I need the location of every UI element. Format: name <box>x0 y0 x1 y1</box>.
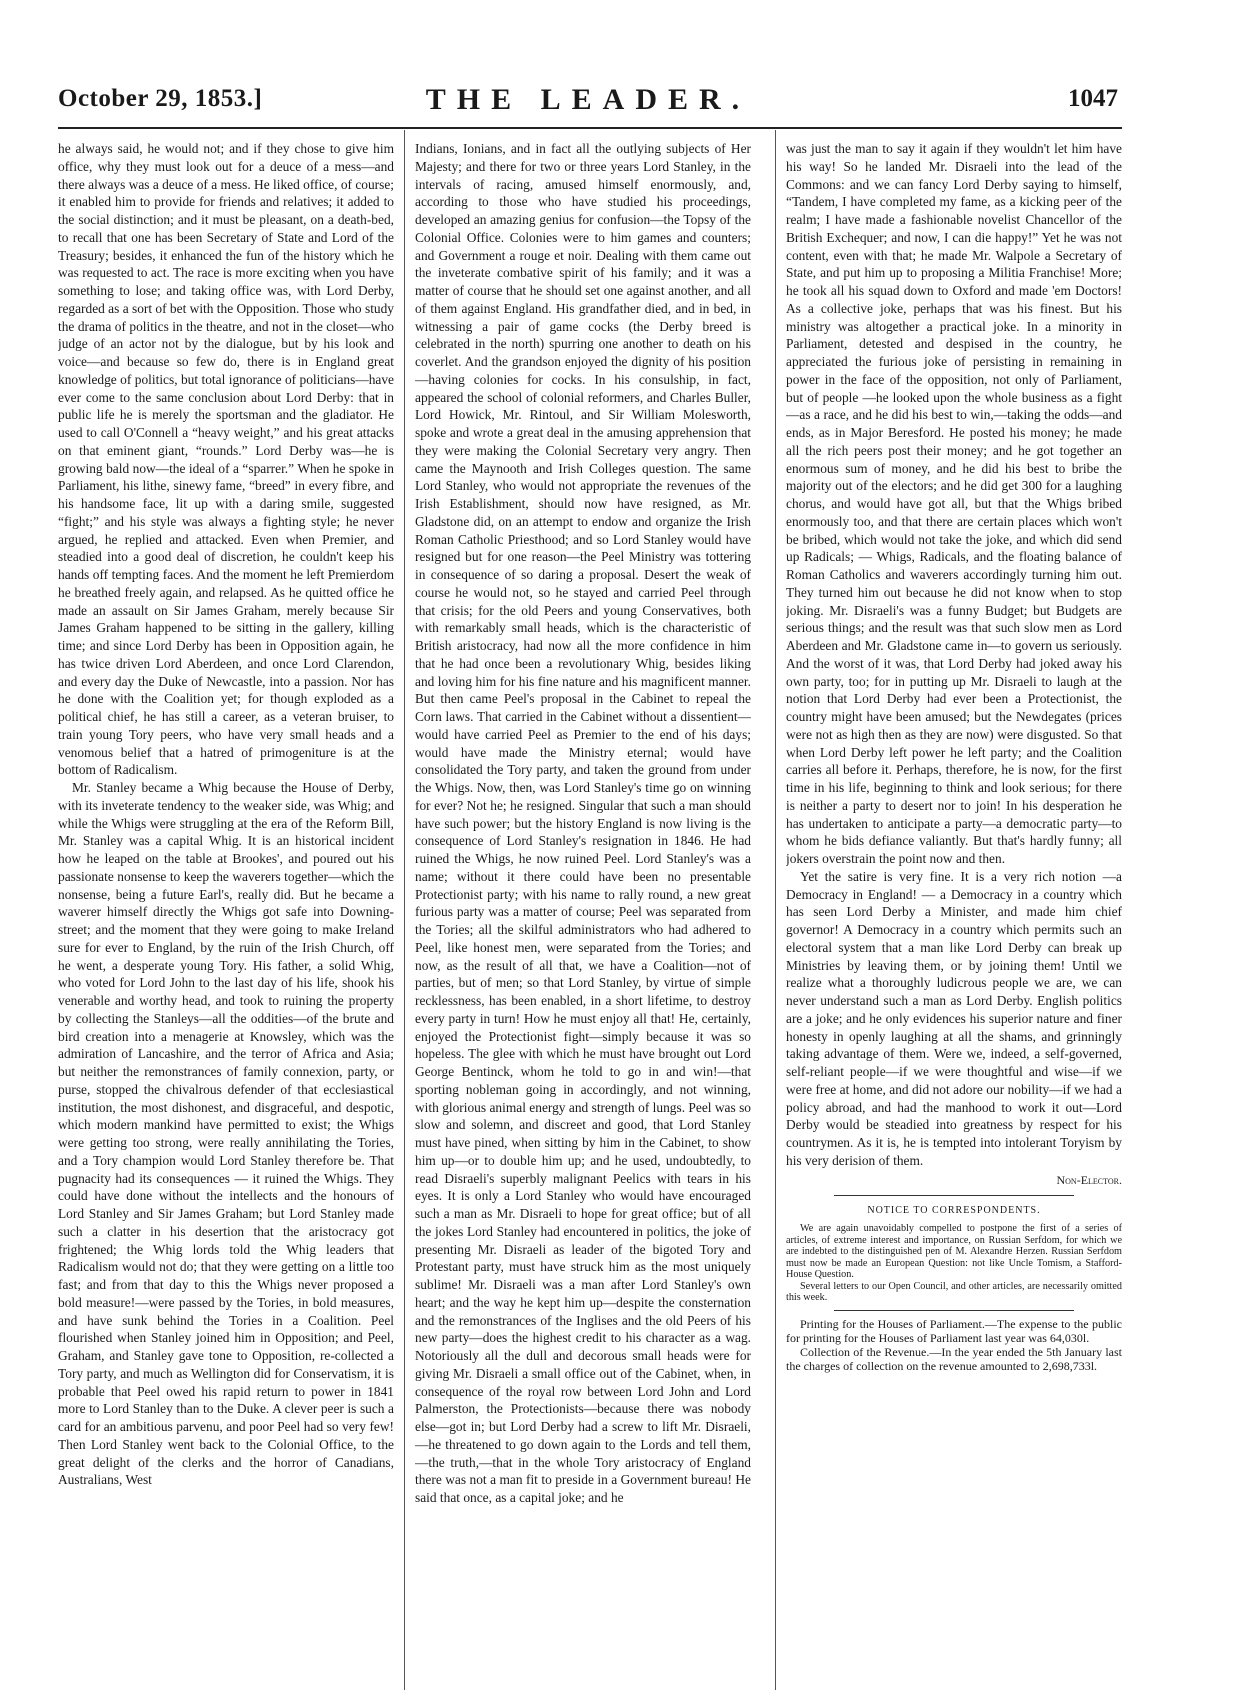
issue-date: October 29, 1853.] <box>58 85 263 112</box>
author-signature: Non-Elector. <box>1056 1172 1122 1187</box>
article-paragraph: he always said, he would not; and if they chose to give him office, why they must look out for a deuce of a mess—and there always was a deuce of a mess. He liked office, of course; it enabled him to provide for friends and relatives; it added to the social distinction; and it must be pleasant, on a death-bed, to recall that one has been Secretary of State and Lord of the Treasury; besides, it enhanced the fun of the history which he was requested to act. The race is more exciting when you have something to lose; and taking office was, with Lord Derby, regarded as a sort of bet with the Opposition. Those who study the drama of politics in the theatre, and not in the closet—who judge of an actor not by the dialogue, but by his look and voice—and because so few do, there is in England great knowledge of politics, but total ignorance of politicians—have ever come to the same conclusion about Lord Derby: that in public life he is merely the sportsman and the gladiator. He used to call O'Connell a “heavy weight,” and his great attacks on that eminent giant, “rounds.” Lord Derby was—he is growing bald now—the ideal of a “sparrer.” When he spoke in Parliament, his lithe, sinewy fame, “breed” in every fibre, and his handsome face, lit up with a daring smile, suggested “fight;” and his style was always a fighting style; he never argued, he replied and attacked. Even when Premier, and steadied into a good deal of discretion, he couldn't keep his hands off tempting faces. And the moment he left Premierdom he breathed freely again, and relapsed. As he quitted office he made an assault on Sir James Graham, merely because Sir James Graham happened to be sitting in the gallery, killing time; and since Lord Derby has been in Opposition again, he has twice driven Lord Aberdeen, and once Lord Clarendon, and every day the Duke of Newcastle, into a passion. Nor has he done with the Coalition yet; for though exploded as a political chief, he has still a career, as a veteran bruiser, to train young Tory peers, who have very small heads and a venomous belief that a hatred of primogeniture is at the bottom of Radicalism. <box>58 141 394 778</box>
section-divider <box>834 1310 1074 1311</box>
article-paragraph: Indians, Ionians, and in fact all the outlying subjects of Her Majesty; and there for two or three years Lord Stanley, in the intervals of racing, amused himself enormously, and, according to those who have studied his proceedings, developed an amazing genius for confusion—the Topsy of the Colonial Office. Colonies were to him games and counters; and Government a rouge et noir. Dealing with them came out the inveterate combative spirit of his family; and it was a matter of course that he should set one against another, and all of them against England. His grandfather died, and in bed, in witnessing a pair of game cocks (the Derby breed is celebrated in the north) spurring one another to death on his coverlet. And the grandson enjoyed the dignity of his position—having colonies for cocks. In his consulship, in fact, appeared the school of colonial reformers, and Charles Buller, Lord Howick, Mr. Rintoul, and Sir William Molesworth, spoke and wrote a great deal in the amusing apprehension that they were making the Colonial Secretary very angry. Then came the Maynooth and Irish Colleges question. The same Lord Stanley, who would not appropriate the revenues of the Irish Establishment, should now have resigned, as Mr. Gladstone did, on an attempt to endow and organize the Irish Roman Catholic Priesthood; and so Lord Stanley would have resigned but for one reason—the Peel Ministry was tottering in consequence of so daring a proposal. Desert the weak of course he would not, so he stayed and carried Peel through that crisis; for the old Peers and young Conservatives, both with remarkably small heads, which is the characteristic of British aristocracy, had now all the more confidence in him that he had once been a revolutionary Whig, besides liking and loving him for his fine nature and his magnificent manner. But then came Peel's proposal in the Cabinet to repeal the Corn laws. That carried in the Cabinet without a dissentient—would have carried Peel as Premier to the end of his days; would have made the Ministry eternal; would have consolidated the Tory party, and taken the ground from under the Whigs. Now, then, was Lord Stanley's time go on winning for ever? Not he; he resigned. Singular that such a man should have such power; but the history England is now living is the consequence of Lord Stanley's resignation in 1846. He had ruined the Whigs, he now ruined Peel. Lord Stanley's was a name; without it there could have been no presentable Protectionist party; with his name to rally round, a new great furious party was a matter of course; Peel was separated from the Tories; all the skilful administrators who had adhered to Peel, like honest men, were separated from the Tories; and now, as the result of all that, we have a Coalition—not of parties, but of men; so that Lord Stanley, by virtue of simple recklessness, has been enabled, in a short lifetime, to destroy every party in turn! How he must enjoy all that! He, certainly, enjoyed the Protectionist fight—simply because it was so hopeless. The glee with which he must have brought out Lord George Bentinck, whom he told to go in and win!—that sporting nobleman going in accordingly, and not winning, with glorious animal energy and strength of lungs. Peel was so slow and solemn, and discreet and good, that Lord Stanley must have pined, when sitting by him in the Cabinet, to show him up—or to double him up; and he used, undoubtedly, to read Disraeli's superbly malignant Peelics with tears in his eyes. It is only a Lord Stanley who would have encouraged such a man as Mr. Disraeli to hope for great office; but of all the jokes Lord Stanley had encountered in politics, the joke of presenting Mr. Disraeli as leader of the bigoted Tory and Protestant party, must have struck him as the most uniquely sublime! Mr. Disraeli was a man after Lord Stanley's own heart; and the way he kept him up—despite the consternation and the remonstrances of the Inglises and the old Peers of his new party—does the highest credit to his character as a wag. Notoriously all the dull and decorous small heads were for giving Mr. Disraeli a small office out of the Cabinet, when, in consequence of the royal row between Lord John and Lord Palmerston, the Protectionists—because there was nobody else—got in; but Lord Derby had a screw to lift Mr. Disraeli,—he threatened to go down again to the Lords and tell them,—the truth,—that in the whole Tory aristocracy of England there was not a man fit to preside in a Government bureau! He said that once, as a capital joke; and he <box>415 141 751 1505</box>
article-paragraph: Yet the satire is very fine. It is a very rich notion —a Democracy in England! — a Democracy in a country which has seen Lord Derby a Minister, and made him chief governor! A Democracy in a country which permits such an electoral system that a man like Lord Derby can break up Ministries by leaving them, or by joining them! Until we realize what a thoroughly ludicrous people we are, we can never understand such a man as Lord Derby. English politics are a joke; and he only evidences his superior nature and finer honesty in openly laughing at all the shams, and grinningly taking advantage of them. Were we, indeed, a self-governed, self-reliant people—if we were thoughtful and wise—if we were free at home, and did not adore our nobility—if we had a policy abroad, and had the manhood to work it out—Lord Derby would be steadied into greatness by respect for his countrymen. As it is, he is tempted into intolerant Toryism by his very derision of them. <box>786 868 1122 1168</box>
notice-heading: NOTICE TO CORRESPONDENTS. <box>867 1205 1041 1217</box>
page-number: 1047 <box>1068 85 1118 112</box>
article-paragraph: was just the man to say it again if they wouldn't let him have his way! So he landed Mr. Disraeli into the lead of the Commons: and we can fancy Lord Derby saying to himself, “Tandem, I have completed my fame, as a kicking peer of the realm; I have made a fashionable novelist Chancellor of the British Exchequer; and now, I can die happy!” Yet he was not content, even with that; he made Mr. Walpole a Secretary of State, and put him up to proposing a Militia Franchise! More; he took all his squad down to Oxford and made 'em Doctors! As a collective joke, perhaps that was his finest. But his ministry was altogether a practical joke. In a minority in Parliament, detested and despised in the country, he appreciated the furious joke of persisting in remaining in power in the face of the opposition, not only of Parliament, but of people —he looked upon the whole business as a fight—as a race, and he did his best to win,—taking the odds—and ends, as in Major Beresford. He posted his money; he made all the rich peers post their money; and he got together an enormous sum of money, and he did his best to bribe the majority out of the electors; and he did get 300 for a laughing chorus, and would have got all, but that the Whigs bribed enormously too, and that there are certain places which won't be bribed, which would not take the joke, and which did send up Radicals; — Whigs, Radicals, and the floating balance of Roman Catholics and waverers accordingly turning him out. They turned him out because he did not know when to stop joking. Mr. Disraeli's was a funny Budget; but Budgets are serious things; and the result was that such slow men as Lord Aberdeen and Mr. Gladstone came in—to govern us seriously. And the worst of it was, that Lord Derby had joked away his own party, too; for in putting up Mr. Disraeli to laugh at the notion that Lord Derby had ever been a Protectionist, the country might have been amused; but the Newdegates (prices were not as high then as they are now) were disgusted. So that when Lord Derby left power he left party; and the Coalition carries all before it. Perhaps, therefore, he is now, for the first time in his life, beginning to think and look serious; for there is neither a party to desert nor to join! In his desperation he has undertaken to anticipate a party—a democratic party—to whom he bids defiance valiantly. But that's hardly funny; all jokers overstrain the point now and then. <box>786 141 1122 866</box>
notice-paragraph: We are again unavoidably compelled to postpone the first of a series of articles, of extreme interest and importance, on Russian Serfdom, for which we are indebted to the distinguished pen of M. Alexandre Herzen. Russian Serfdom must now be made an European Question: not like Uncle Tomism, a Stafford-House Question. <box>786 1223 1122 1280</box>
article-column-1 <box>58 140 394 1690</box>
article-column-3 <box>786 140 1122 1690</box>
article-paragraph: Mr. Stanley became a Whig because the House of Derby, with its inveterate tendency to the weaker side, was Whig; and while the Whigs were struggling at the era of the Reform Bill, Mr. Stanley was a capital Whig. It is an historical incident how he leaped on the table at Brookes', and poured out his passionate nonsense to keep the waverers together—which the nonsense, being a future Earl's, really did. But he became a waverer himself directly the Whigs got safe into Downing-street; and the moment that they were going to make Ireland sure for ever to England, by the ruin of the Irish Church, off he went, a desperate young Tory. His father, a solid Whig, who voted for Lord John to the last day of his life, shook his venerable and worthy head, and took to ruining the property by collecting the Stanleys—all the oddities—of the brute and bird creation into a menagerie at Knowsley, which was the admiration of Lancashire, and the terror of Africa and Asia; but neither the remonstrances of family connexion, party, or purse, stopped the chivalrous defender of that ecclesiastical institution, the most dishonest, and disgraceful, and despotic, which modern mankind have permitted to exist; the Whigs were getting too strong, were really annihilating the Tories, and a Tory champion would Lord Stanley therefore be. That pugnacity had its consequences — it ruined the Whigs. They could have done without the intellects and the honours of Lord Stanley and Sir James Graham; but Lord Stanley made such a clatter in his desertion that the aristocracy got frightened; the Whig lords told the Whig leaders that Radicalism would not do; that they were getting on a little too fast; and from that day to this the Whigs never proposed a bold measure!—were passed by the Tories, in bold measures, and have sunk behind the Tories in a Coalition. Peel flourished when Stanley joined him in Opposition; and Peel, Graham, and Stanley gave tone to Opposition, re-collected a Tory party, and much as Wellington did for Conservatism, it is probable that Peel owed his rapid return to power in 1841 more to Lord Stanley than to the Duke. A clever peer is such a card for an ambitious parvenu, and poor Peel had so very few! Then Lord Stanley went back to the Colonial Office, to the great delight of the clerks and the horror of Canadians, Australians, West <box>58 780 394 1488</box>
news-brief: Collection of the Revenue.—In the year ended the 5th January last the charges of collection on the revenue amounted to 2,698,733l. <box>786 1344 1122 1373</box>
publication-title: THE LEADER. <box>425 83 751 116</box>
masthead <box>58 83 1118 123</box>
notice-paragraph: Several letters to our Open Council, and other articles, are necessarily omitted this week. <box>786 1280 1122 1303</box>
section-divider <box>834 1195 1074 1196</box>
column-divider <box>404 130 405 1690</box>
column-divider <box>775 130 776 1690</box>
masthead-rule <box>58 127 1122 129</box>
news-brief: Printing for the Houses of Parliament.—The expense to the public for printing for the Houses of Parliament last year was 64,030l. <box>786 1316 1122 1345</box>
article-column-2 <box>415 140 751 1690</box>
